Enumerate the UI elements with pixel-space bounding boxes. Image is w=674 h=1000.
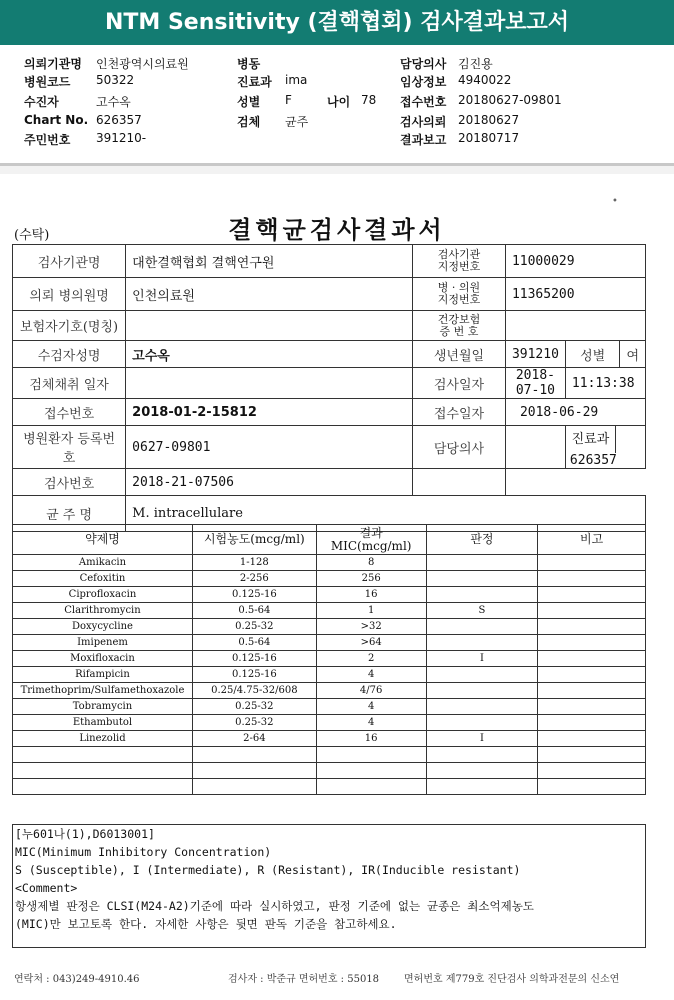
- cell-judge: [426, 779, 538, 795]
- test-no-label: 검사번호: [13, 469, 126, 496]
- cell-mic: 16: [316, 587, 426, 603]
- cell-note: [538, 763, 646, 779]
- cell-judge: I: [426, 651, 538, 667]
- cell-judge: [426, 555, 538, 571]
- cell-drug: Rifampicin: [13, 667, 193, 683]
- col-note: 비고: [538, 525, 646, 555]
- hosp-code-value: 11365200: [505, 278, 645, 311]
- note-comment-head: <Comment>: [15, 881, 78, 895]
- cell-drug: Ethambutol: [13, 715, 193, 731]
- collect-label: 검체채취 일자: [13, 368, 126, 399]
- cell-mic: 4: [316, 667, 426, 683]
- cell-judge: [426, 747, 538, 763]
- lab-org-label: 검사기관명: [13, 245, 126, 278]
- cell-note: [538, 699, 646, 715]
- table-row: [13, 779, 646, 795]
- cell-drug: Tobramycin: [13, 699, 193, 715]
- report-title: NTM Sensitivity (결핵협회) 검사결과보고서: [0, 0, 674, 45]
- cell-mic: 4/76: [316, 683, 426, 699]
- footer-license: 면허번호 제779호 진단검사 의학과전문의 신소연: [404, 974, 620, 985]
- cell-note: [538, 715, 646, 731]
- note-mic: MIC(Minimum Inhibitory Concentration): [15, 845, 272, 859]
- receipt-date-value: 2018-06-29: [505, 399, 645, 426]
- table-row: [13, 699, 646, 715]
- col-mic: 결과 MIC(mcg/ml): [316, 525, 426, 555]
- test-date-value: 2018-07-10: [505, 368, 565, 399]
- cell-note: [538, 731, 646, 747]
- footer-tester: 검사자 : 박준규 면허번호 : 55018: [228, 974, 380, 985]
- cell-drug: Linezolid: [13, 731, 193, 747]
- cell-mic: [316, 747, 426, 763]
- gray-gap: [0, 166, 674, 174]
- cell-note: [538, 619, 646, 635]
- cell-conc: 0.125-16: [192, 587, 316, 603]
- request-org-label: 의뢰기관명: [24, 57, 82, 71]
- doctor-label: 담당의사: [400, 57, 447, 71]
- test-request-label: 검사의뢰: [400, 115, 447, 129]
- req-hosp-value: 인천의료원: [126, 278, 413, 311]
- cell-mic: [316, 763, 426, 779]
- cell-drug: [13, 779, 193, 795]
- cell-mic: 2: [316, 651, 426, 667]
- cell-drug: Clarithromycin: [13, 603, 193, 619]
- health-label: 건강보험 증 번 호: [412, 311, 505, 341]
- cell-conc: 0.25/4.75-32/608: [192, 683, 316, 699]
- receipt-label-sheet: 접수번호: [13, 399, 126, 426]
- cell-mic: 16: [316, 731, 426, 747]
- notes-box: [12, 824, 646, 948]
- patient-value: 고수옥: [96, 95, 131, 109]
- dept-label-sheet: 진료과: [566, 426, 616, 453]
- insurer-label: 보험자기호(명칭): [13, 311, 126, 341]
- sex-value: F: [285, 93, 292, 107]
- test-time-value: 11:13:38: [565, 368, 645, 399]
- note-legend: S (Susceptible), I (Intermediate), R (Resistant), IR(Inducible resistant): [15, 863, 521, 877]
- doctor-value-sheet: [505, 426, 565, 469]
- cell-drug: Trimethoprim/Sulfamethoxazole: [13, 683, 193, 699]
- specimen-value: 균주: [285, 115, 309, 129]
- footer-contact: 연락처 : 043)249-4910.46: [14, 974, 140, 985]
- birth-label: 생년월일: [412, 341, 505, 368]
- table-row: [13, 731, 646, 747]
- cell-judge: [426, 571, 538, 587]
- note-code: [누601나(1),D6013001]: [15, 827, 155, 841]
- lab-org-value: 대한결핵협회 결핵연구원: [126, 245, 413, 278]
- cell-conc: 0.25-32: [192, 715, 316, 731]
- table-row: [13, 747, 646, 763]
- sheet-title: 결핵균검사결과서: [228, 215, 446, 244]
- cell-conc: 1-128: [192, 555, 316, 571]
- dept-cell: [565, 426, 645, 469]
- scan-dot: •: [612, 196, 618, 207]
- receipt-date-label: 접수일자: [412, 399, 505, 426]
- reg-value: 0627-09801: [126, 426, 413, 469]
- collect-value: [126, 368, 413, 399]
- patient-info-panel: [0, 45, 674, 165]
- table-row: [13, 603, 646, 619]
- insurer-value: [126, 311, 413, 341]
- sex-label: 성별: [237, 95, 261, 109]
- cell-conc: 0.25-32: [192, 699, 316, 715]
- consignment-label: (수탁): [14, 228, 50, 243]
- test-no-value: 2018-21-07506: [126, 469, 413, 496]
- lab-code-value: 11000029: [505, 245, 645, 278]
- cell-note: [538, 779, 646, 795]
- dept-value: ima: [285, 73, 308, 87]
- strain-value: M. intracellulare: [126, 496, 646, 532]
- cell-note: [538, 603, 646, 619]
- col-conc: 시험농도(mcg/ml): [192, 525, 316, 555]
- cell-judge: [426, 683, 538, 699]
- patient-detail-table: [12, 244, 646, 532]
- cell-mic: 1: [316, 603, 426, 619]
- cell-mic: 8: [316, 555, 426, 571]
- table-row: [13, 571, 646, 587]
- cell-conc: 2-256: [192, 571, 316, 587]
- cell-conc: 0.5-64: [192, 603, 316, 619]
- cell-conc: [192, 747, 316, 763]
- cell-drug: [13, 747, 193, 763]
- table-row: [13, 651, 646, 667]
- table-row: [13, 715, 646, 731]
- receipt-no-label: 접수번호: [400, 95, 447, 109]
- cell-drug: Cefoxitin: [13, 571, 193, 587]
- cell-drug: Ciprofloxacin: [13, 587, 193, 603]
- cell-note: [538, 571, 646, 587]
- cell-mic: >64: [316, 635, 426, 651]
- specimen-label: 검체: [237, 115, 261, 129]
- cell-note: [538, 683, 646, 699]
- cell-note: [538, 635, 646, 651]
- cell-judge: [426, 715, 538, 731]
- note-comment-1: 항생제별 판정은 CLSI(M24-A2)기준에 따라 실시하였고, 판정 기준에 없는 균종은 최소억제농도: [15, 899, 534, 913]
- chart-value: 626357: [96, 113, 142, 127]
- cell-conc: 0.125-16: [192, 667, 316, 683]
- cell-judge: [426, 667, 538, 683]
- cell-mic: 4: [316, 715, 426, 731]
- dept-value-sheet: 626357: [569, 453, 617, 468]
- cell-judge: I: [426, 731, 538, 747]
- table-row: [13, 619, 646, 635]
- table-row: [13, 635, 646, 651]
- doctor-label-sheet: 담당의사: [412, 426, 505, 469]
- col-drug: 약제명: [13, 525, 193, 555]
- empty-cell: [412, 469, 505, 496]
- scanned-result-sheet: [0, 174, 674, 1000]
- birth-value: 391210: [505, 341, 565, 368]
- cell-mic: [316, 779, 426, 795]
- table-row: [13, 763, 646, 779]
- cell-judge: S: [426, 603, 538, 619]
- sex-label-sheet: 성별: [565, 341, 620, 368]
- table-row: [13, 683, 646, 699]
- susceptibility-table: [12, 524, 646, 795]
- cell-drug: Doxycycline: [13, 619, 193, 635]
- subject-label: 수검자성명: [13, 341, 126, 368]
- subject-value: 고수옥: [126, 341, 413, 368]
- cell-judge: [426, 699, 538, 715]
- cell-judge: [426, 635, 538, 651]
- sex-value-sheet: 여: [620, 341, 646, 368]
- cell-note: [538, 651, 646, 667]
- strain-label: 균 주 명: [13, 496, 126, 532]
- ward-label: 병동: [237, 57, 261, 71]
- receipt-value-sheet: 2018-01-2-15812: [126, 399, 413, 426]
- cell-note: [538, 667, 646, 683]
- cell-conc: 2-64: [192, 731, 316, 747]
- age-label: 나이: [327, 95, 351, 109]
- doctor-value: 김진용: [458, 57, 493, 71]
- reg-label: 병원환자 등록번호: [13, 426, 126, 469]
- cell-mic: 256: [316, 571, 426, 587]
- table-row: [13, 667, 646, 683]
- note-comment-2: (MIC)만 보고토록 한다. 자세한 사항은 뒷면 판독 기준을 참고하세요.: [15, 917, 397, 931]
- cell-drug: Amikacin: [13, 555, 193, 571]
- chart-label: Chart No.: [24, 113, 89, 127]
- cell-note: [538, 747, 646, 763]
- clinical-value: 4940022: [458, 73, 512, 87]
- age-value: 78: [361, 93, 377, 107]
- cell-mic: 4: [316, 699, 426, 715]
- cell-judge: [426, 763, 538, 779]
- cell-drug: [13, 763, 193, 779]
- cell-conc: 0.5-64: [192, 635, 316, 651]
- blank-cell: [505, 469, 645, 496]
- cell-mic: >32: [316, 619, 426, 635]
- test-date-label: 검사일자: [412, 368, 505, 399]
- cell-drug: Imipenem: [13, 635, 193, 651]
- col-judge: 판정: [426, 525, 538, 555]
- request-org-value: 인천광역시의료원: [96, 57, 189, 71]
- cell-note: [538, 555, 646, 571]
- receipt-no-value: 20180627-09801: [458, 93, 562, 107]
- req-hosp-label: 의뢰 병의원명: [13, 278, 126, 311]
- cell-conc: [192, 779, 316, 795]
- id-label: 주민번호: [24, 133, 71, 147]
- hosp-code-label: 병 · 의원 지정번호: [412, 278, 505, 311]
- report-label: 결과보고: [400, 133, 447, 147]
- table-row: [13, 587, 646, 603]
- cell-conc: [192, 763, 316, 779]
- cell-judge: [426, 587, 538, 603]
- table-row: [13, 555, 646, 571]
- id-value: 391210-: [96, 131, 147, 145]
- cell-drug: Moxifloxacin: [13, 651, 193, 667]
- clinical-label: 임상정보: [400, 75, 447, 89]
- cell-note: [538, 587, 646, 603]
- test-request-value: 20180627: [458, 113, 520, 127]
- hospital-code-label: 병원코드: [24, 75, 71, 89]
- dept-label: 진료과: [237, 75, 272, 89]
- report-value: 20180717: [458, 131, 520, 145]
- cell-judge: [426, 619, 538, 635]
- hospital-code-value: 50322: [96, 73, 135, 87]
- patient-label: 수진자: [24, 95, 59, 109]
- lab-code-label: 검사기관 지정번호: [412, 245, 505, 278]
- health-value: [505, 311, 645, 341]
- cell-conc: 0.25-32: [192, 619, 316, 635]
- cell-conc: 0.125-16: [192, 651, 316, 667]
